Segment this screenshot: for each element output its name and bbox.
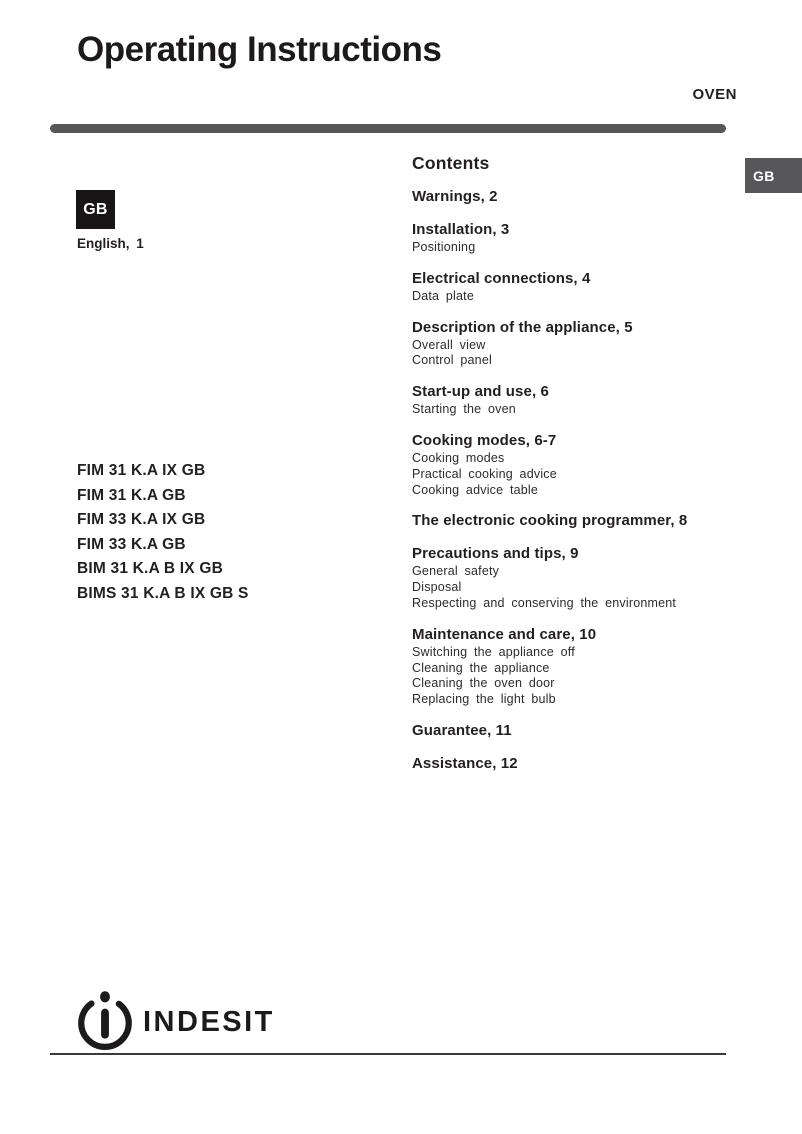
brand-logo (74, 988, 275, 1050)
contents-subitem: Disposal (412, 580, 462, 595)
model-number: FIM 33 K.A GB (77, 535, 186, 553)
contents-subitem: Cleaning the oven door (412, 676, 555, 691)
contents-section (412, 269, 742, 305)
contents-subitem: Cooking advice table (412, 482, 539, 497)
appliance-type-label: OVEN (692, 86, 737, 103)
table-of-contents (412, 187, 742, 774)
contents-section (412, 318, 742, 370)
contents-subitem: Data plate (412, 288, 474, 303)
contents-column (412, 152, 742, 787)
contents-section-title: Maintenance and care, 10 (412, 625, 597, 643)
contents-heading: Contents (412, 153, 490, 173)
contents-section-title: The electronic cooking programmer, 8 (412, 512, 688, 530)
language-badge (76, 190, 115, 229)
contents-subitem: Overall view (412, 337, 486, 352)
contents-section-title: Warnings, 2 (412, 188, 498, 205)
model-number: FIM 31 K.A IX GB (77, 462, 206, 479)
contents-section (412, 187, 742, 207)
contents-subitem: Control panel (412, 353, 492, 368)
contents-subitem: Practical cooking advice (412, 466, 557, 481)
contents-section-title: Installation, 3 (412, 221, 510, 238)
model-number: BIMS 31 K.A B IX GB S (77, 584, 249, 602)
contents-section-title: Description of the appliance, 5 (412, 318, 633, 336)
contents-subitem: Positioning (412, 240, 476, 254)
contents-section (412, 544, 742, 611)
page-edge-language-tab (745, 158, 802, 193)
contents-subitem: Respecting and conserving the environment (412, 595, 677, 610)
language-badge-label: GB (83, 200, 108, 218)
footer-divider-line (50, 1053, 726, 1055)
contents-subitem: General safety (412, 564, 500, 579)
side-tab-label: GB (753, 167, 775, 184)
page-title: Operating Instructions (77, 30, 442, 69)
contents-section-title: Electrical connections, 4 (412, 269, 591, 287)
contents-subitem: Replacing the light bulb (412, 692, 556, 707)
contents-subitem: Cooking modes (412, 450, 505, 465)
contents-subitem: Starting the oven (412, 402, 516, 417)
contents-section (412, 431, 742, 498)
model-list (77, 459, 249, 606)
contents-section-title: Cooking modes, 6-7 (412, 431, 557, 449)
contents-section (412, 754, 742, 774)
contents-section-title: Start-up and use, 6 (412, 383, 549, 401)
contents-subitem: Cleaning the appliance (412, 660, 550, 675)
contents-section (412, 220, 742, 256)
model-number: FIM 31 K.A GB (77, 486, 186, 504)
contents-section-title: Precautions and tips, 9 (412, 545, 579, 563)
language-page-label: English, 1 (77, 236, 144, 251)
model-number: FIM 33 K.A IX GB (77, 511, 206, 528)
contents-section (412, 511, 742, 531)
model-number: BIM 31 K.A B IX GB (77, 560, 223, 577)
header-divider-bar (50, 124, 726, 133)
contents-section-title: Guarantee, 11 (412, 721, 512, 739)
contents-section (412, 625, 742, 708)
contents-section (412, 721, 742, 741)
indesit-i-circle-icon (74, 988, 136, 1050)
contents-section-title: Assistance, 12 (412, 754, 518, 772)
contents-section (412, 382, 742, 418)
contents-subitem: Switching the appliance off (412, 644, 575, 659)
brand-wordmark: INDESIT (143, 1005, 275, 1038)
